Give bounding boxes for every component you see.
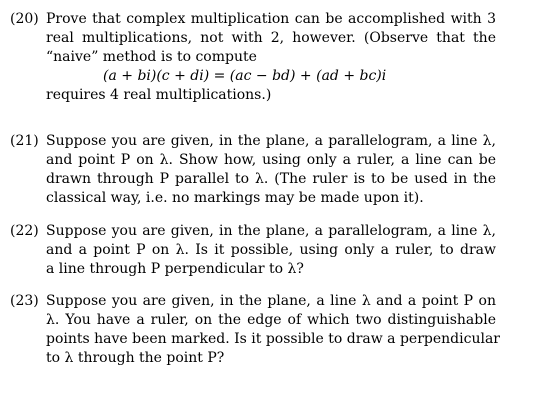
text-line: points have been marked. Is it possible to draw a perpendicular (46, 331, 500, 347)
text-line: requires 4 real multiplications.) (46, 87, 272, 103)
text-line: λ. You have a ruler, on the edge of which two distinguishable (46, 312, 496, 328)
text-line: “naive” method is to compute (46, 49, 257, 65)
problem-number: (21) (10, 133, 39, 149)
text-line: and a point P on λ. Is it possible, using only a ruler, to draw (46, 242, 496, 258)
problem-number: (20) (10, 11, 39, 27)
problem-text (46, 10, 496, 105)
problem-number: (22) (10, 223, 39, 239)
text-line: Suppose you are given, in the plane, a parallelogram, a line λ, (46, 133, 496, 149)
problem-text (46, 222, 496, 279)
text-line: Prove that complex multiplication can be accomplished with 3 (46, 11, 496, 27)
display-equation: (a + bi)(c + di) = (ac − bd) + (ad + bc)i (103, 68, 387, 84)
problem-text (46, 132, 496, 208)
text-line: drawn through P parallel to λ. (The ruler is to be used in the (46, 171, 496, 187)
text-line: Suppose you are given, in the plane, a line λ and a point P on (46, 293, 496, 309)
text-line: a line through P perpendicular to λ? (46, 261, 304, 277)
text-line: classical way, i.e. no markings may be made upon it). (46, 190, 424, 206)
text-line: to λ through the point P? (46, 350, 225, 366)
text-line: real multiplications, not with 2, however. (Observe that the (46, 30, 496, 46)
text-line: Suppose you are given, in the plane, a parallelogram, a line λ, (46, 223, 496, 239)
problem-text (46, 292, 500, 368)
text-line: and point P on λ. Show how, using only a ruler, a line can be (46, 152, 496, 168)
problem-number: (23) (10, 293, 39, 309)
